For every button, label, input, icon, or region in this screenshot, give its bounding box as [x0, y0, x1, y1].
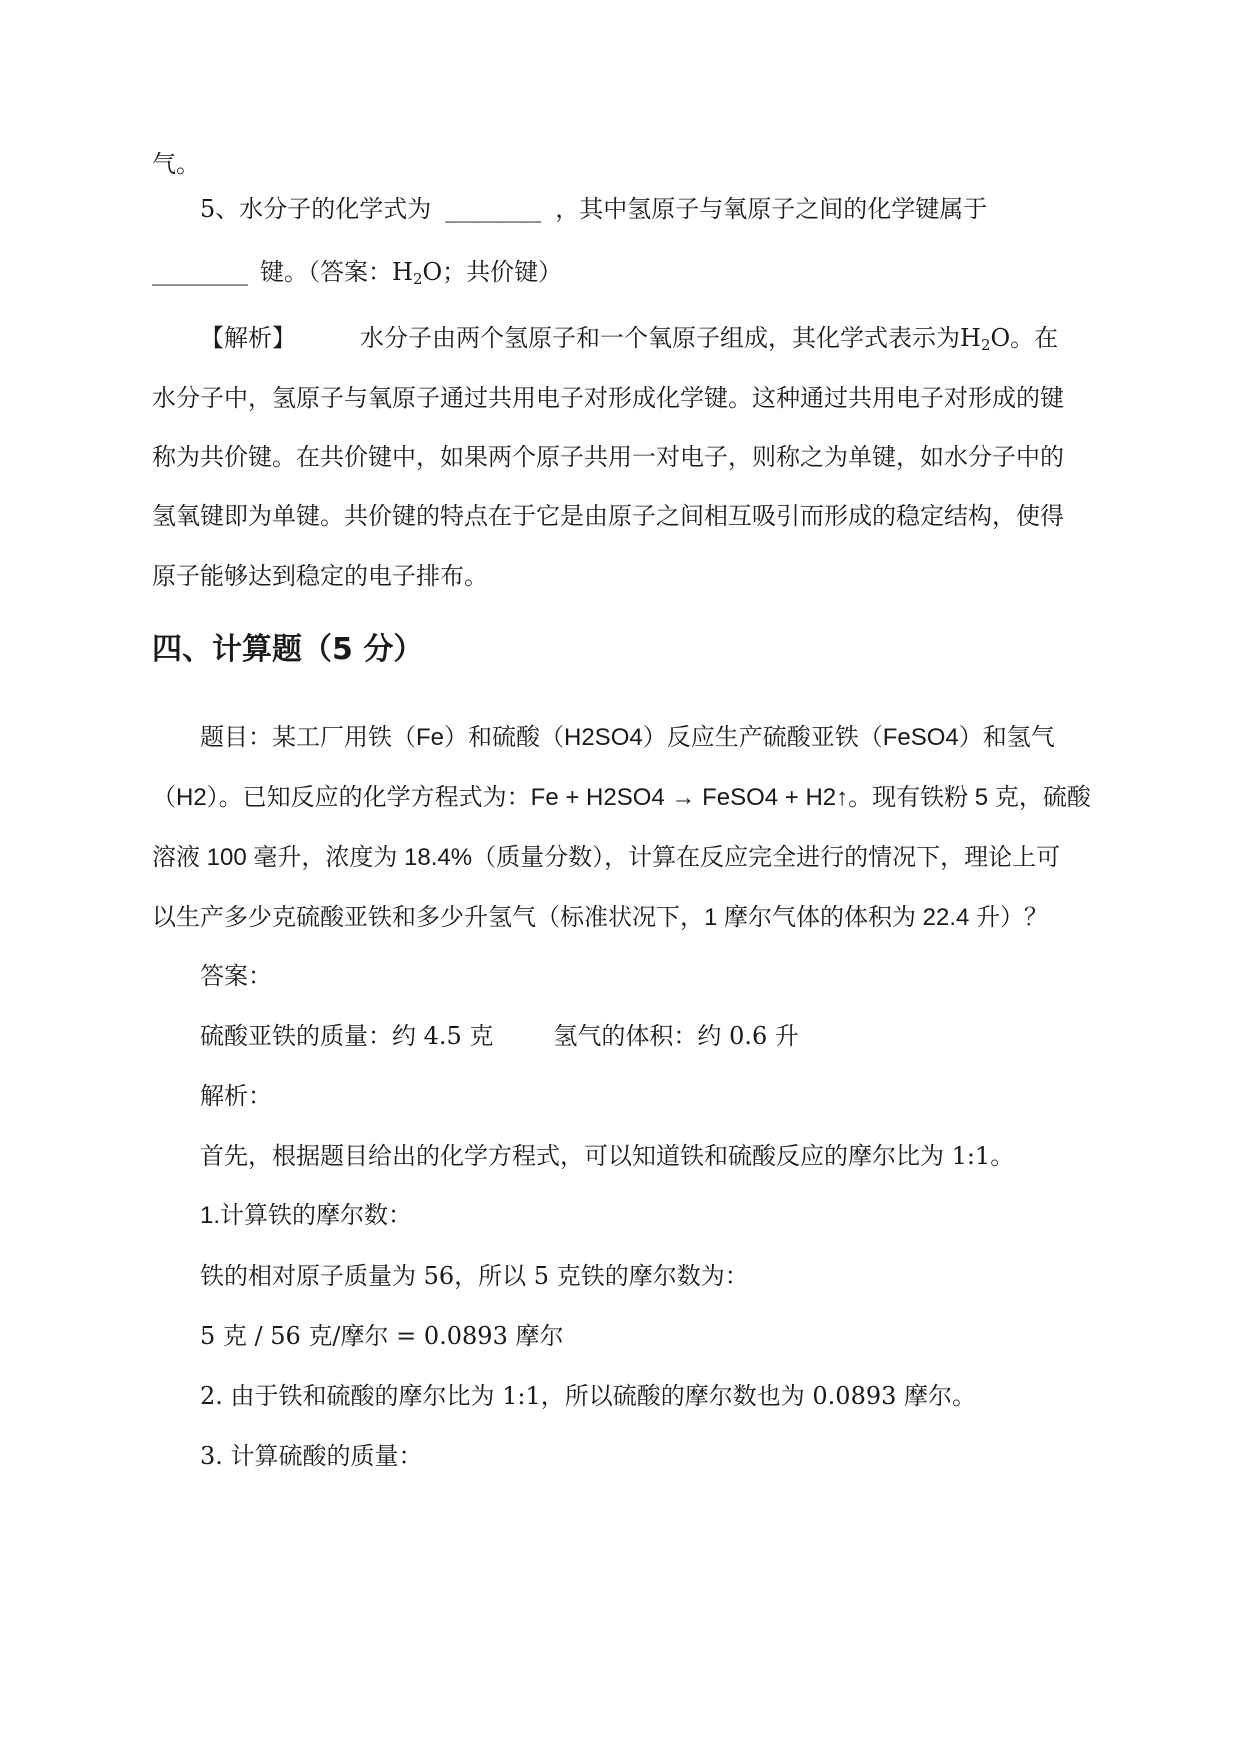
analysis-label-2: 解析： — [200, 1082, 272, 1110]
problem-line-1: 题目：某工厂用铁（Fe）和硫酸（H2SO4）反应生产硫酸亚铁（FeSO4）和氢气 — [200, 724, 1055, 751]
subscript: 2 — [412, 270, 423, 288]
section-heading: 四、计算题（5 分） — [152, 632, 424, 667]
solution-line: 铁的相对原子质量为 56，所以 5 克铁的摩尔数为： — [200, 1262, 749, 1290]
answer-blank-1: ________ — [445, 195, 542, 223]
question-5-line-2 — [152, 256, 562, 288]
answer-label: 答案： — [200, 962, 272, 990]
problem-line-2: （H2）。已知反应的化学方程式为：Fe + H2SO4 → FeSO4 + H2↑。现有铁粉 5 克，硫酸 — [152, 784, 1091, 811]
answer-volume: 氢气的体积：约 0.6 升 — [553, 1022, 799, 1050]
solution-step-1: 1.计算铁的摩尔数： — [200, 1202, 413, 1229]
question-5-text-cont: ，其中氢原子与氧原子之间的化学键属于 — [555, 195, 988, 223]
problem-line-3: 溶液 100 毫升，浓度为 18.4%（质量分数），计算在反应完全进行的情况下，理论上可 — [152, 844, 1061, 871]
answer-text: 键。（答案：H — [260, 258, 413, 286]
analysis-label: 【解析】 — [200, 324, 296, 352]
subscript: 2 — [980, 336, 991, 354]
answer-text-cont: O；共价键） — [422, 258, 563, 286]
text-line: 气。 — [152, 150, 200, 178]
question-5-text: 5、水分子的化学式为 — [200, 195, 432, 223]
analysis-text: 水分子由两个氢原子和一个氧原子组成，其化学式表示为H — [360, 324, 981, 352]
answer-mass: 硫酸亚铁的质量：约 4.5 克 — [200, 1022, 494, 1050]
answer-blank-2: ________ — [152, 258, 248, 286]
analysis-line-2: 水分子中，氢原子与氧原子通过共用电子对形成化学键。这种通过共用电子对形成的键 — [152, 384, 1064, 412]
question-5-line-1 — [200, 193, 987, 225]
solution-step-3: 3. 计算硫酸的质量： — [200, 1442, 423, 1470]
solution-formula: 5 克 / 56 克/摩尔 = 0.0893 摩尔 — [200, 1322, 564, 1350]
solution-step-2: 2. 由于铁和硫酸的摩尔比为 1:1，所以硫酸的摩尔数也为 0.0893 摩尔。 — [200, 1382, 977, 1410]
analysis-line-4: 氢氧键即为单键。共价键的特点在于它是由原子之间相互吸引而形成的稳定结构，使得 — [152, 502, 1064, 530]
answer-results — [200, 1020, 799, 1052]
solution-line: 首先，根据题目给出的化学方程式，可以知道铁和硫酸反应的摩尔比为 1:1。 — [200, 1142, 1015, 1170]
problem-line-4: 以生产多少克硫酸亚铁和多少升氢气（标准状况下，1 摩尔气体的体积为 22.4 升）？ — [152, 904, 1049, 931]
analysis-line-3: 称为共价键。在共价键中，如果两个原子共用一对电子，则称之为单键，如水分子中的 — [152, 443, 1064, 471]
analysis-text-cont: O。在 — [990, 324, 1059, 352]
analysis-line-5: 原子能够达到稳定的电子排布。 — [152, 562, 488, 590]
analysis-line-1 — [200, 322, 1058, 354]
